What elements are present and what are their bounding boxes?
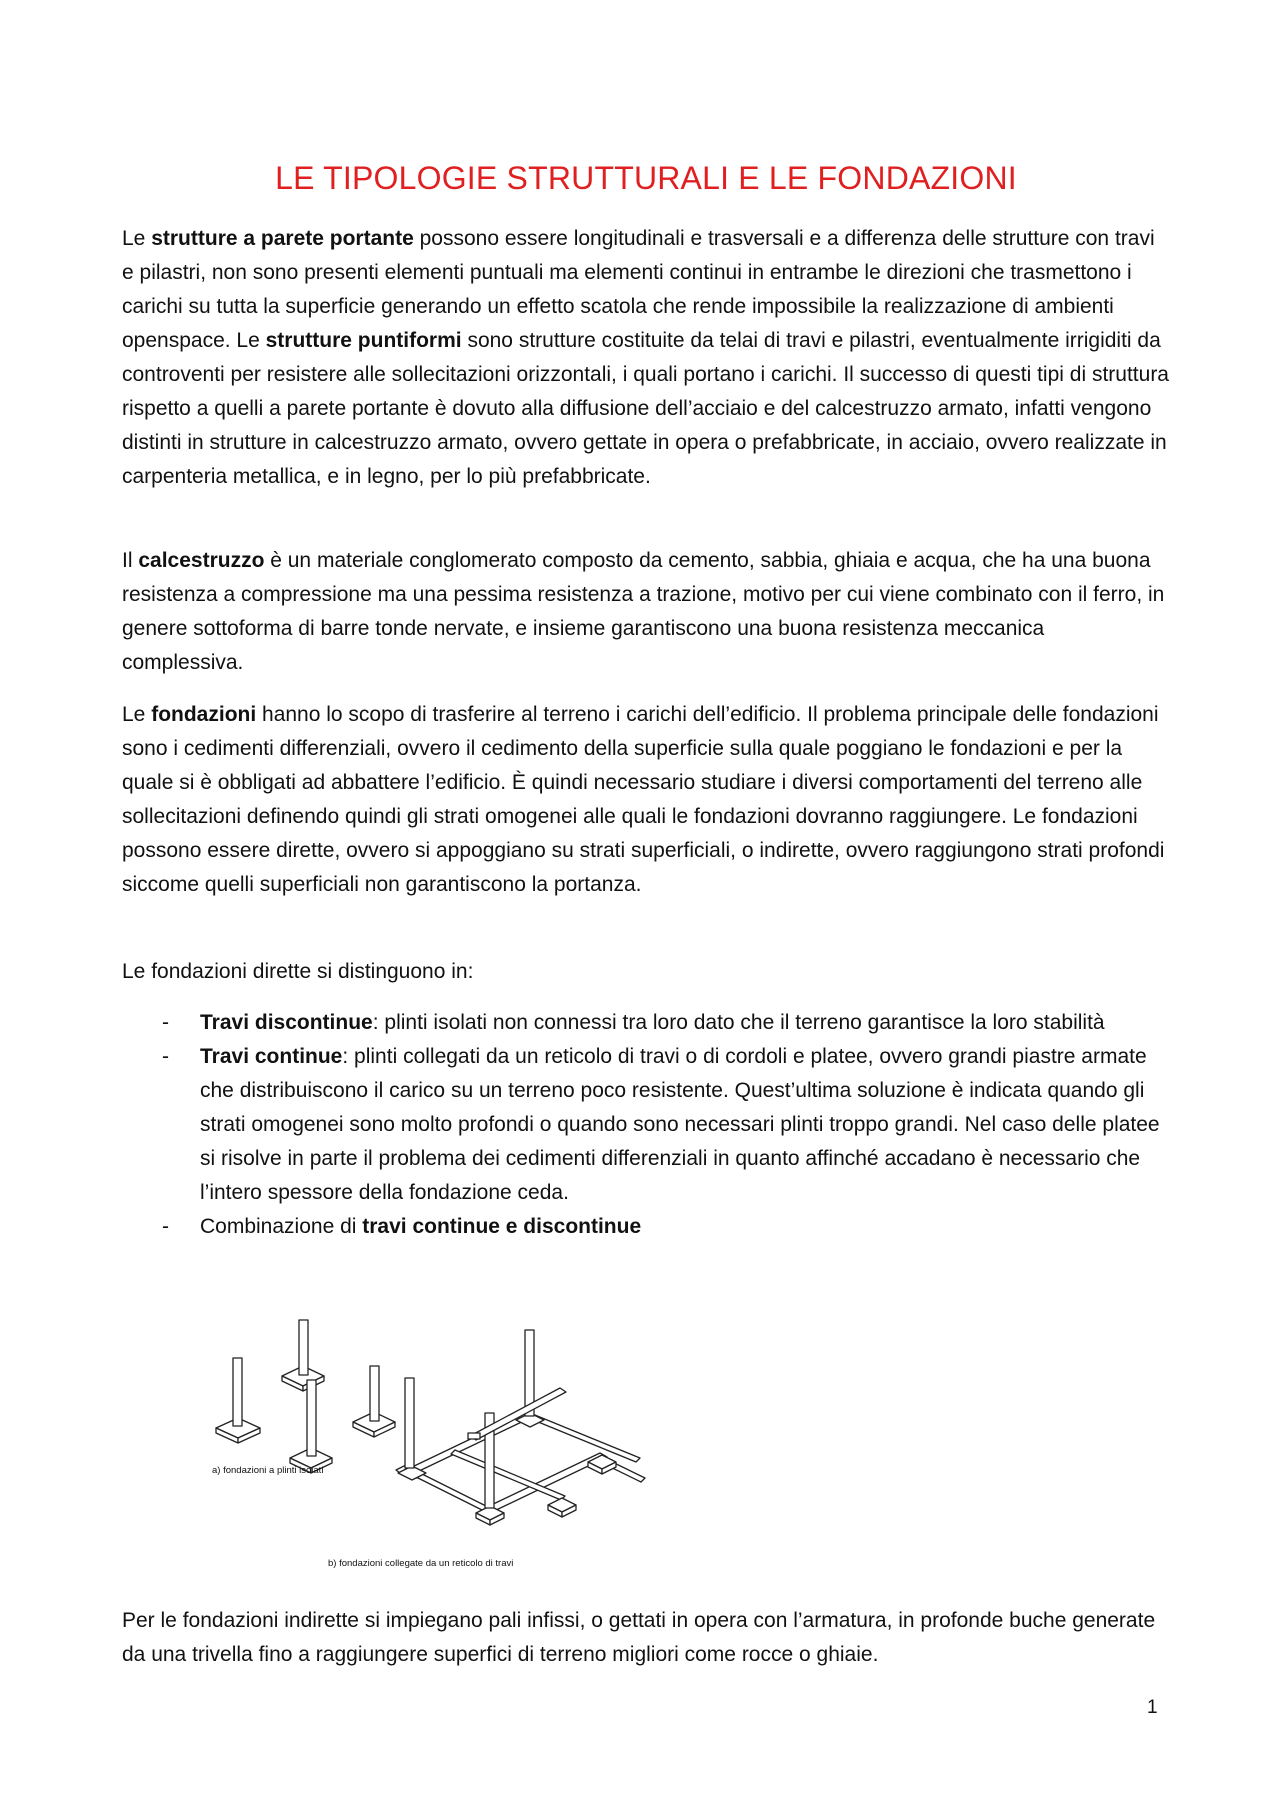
isolated-plinth bbox=[216, 1358, 260, 1443]
list-intro: Le fondazioni dirette si distinguono in: bbox=[122, 960, 474, 983]
paragraph-fondazioni-indirette: Per le fondazioni indirette si impiegano pali infissi, o gettati in opera con l’armatura, in profonde buche generate da una trivella fino a raggiungere superfici di terreno migliori come rocce o ghiaie. bbox=[122, 1609, 1156, 1666]
bold-term-travi-continue-discontinue: travi continue e discontinue bbox=[362, 1215, 642, 1238]
list-dash: - bbox=[162, 1045, 169, 1068]
text: sono strutture costituite da telai di travi e pilastri, eventualmente irrigiditi da controventi per resistere alle sollecitazioni orizzontali, i quali portano i carichi. Il successo di questi tipi di struttura rispetto a quelli a parete portante è dovuto alla diffusione dell’acciaio e del calcestruzzo armato, infatti vengono distinti in strutture in calcestruzzo armato, ovvero gettate in opera o prefabbricate, in acciaio, ovvero realizzate in carpenteria metallica, e in legno, per lo più prefabbricate. bbox=[122, 329, 1169, 488]
text: è un materiale conglomerato composto da cemento, sabbia, ghiaia e acqua, che ha una buona resistenza a compressione ma una pessima resistenza a trazione, motivo per cui viene combinato con il ferro, in genere sottoforma di barre tonde nervate, e insieme garantiscono una buona resistenza meccanica complessiva. bbox=[122, 549, 1165, 674]
bold-term-fondazioni: fondazioni bbox=[151, 703, 257, 726]
list-item bbox=[122, 1040, 1170, 1210]
text: Le bbox=[122, 703, 152, 726]
bold-term-strutture-puntiformi: strutture puntiformi bbox=[265, 329, 462, 352]
page-number: 1 bbox=[1147, 1697, 1158, 1718]
bold-term-travi-continue: Travi continue bbox=[200, 1045, 343, 1068]
isolated-plinth bbox=[290, 1380, 332, 1473]
text: : plinti isolati non connessi tra loro dato che il terreno garantisce la loro stabilità bbox=[372, 1011, 1105, 1034]
text: : plinti collegati da un reticolo di travi o di cordoli e platee, ovvero grandi piastre armate che distribuiscono il carico su un terreno poco resistente. Quest’ultima soluzione è indicata quando gli strati omogenei sono molto profondi o quando sono necessari plinti troppo grandi. Nel caso delle platee si risolve in parte il problema dei cedimenti differenziali in quanto affinché accadano è necessario che l’intero spessore della fondazione ceda. bbox=[200, 1045, 1160, 1204]
caption-isolated-plinths: a) fondazioni a plinti isolati bbox=[212, 1465, 324, 1476]
caption-connected-beams: b) fondazioni collegate da un reticolo di travi bbox=[328, 1558, 514, 1569]
isolated-plinth bbox=[353, 1366, 395, 1437]
paragraph-wall-structures bbox=[122, 222, 1170, 494]
bold-term-strutture-parete-portante: strutture a parete portante bbox=[151, 227, 414, 250]
text: Le bbox=[122, 227, 152, 250]
isolated-plinth bbox=[282, 1320, 324, 1391]
text: hanno lo scopo di trasferire al terreno i carichi dell’edificio. Il problema principale delle fondazioni sono i cedimenti differenziali, ovvero il cedimento della superficie sulla quale poggiano le fondazioni e per la quale si è obbligati ad abbattere l’edificio. È quindi necessario studiare i diversi comportamenti del terreno alle sollecitazioni definendo quindi gli strati omogenei alle quali le fondazioni dovranno raggiungere. Le fondazioni possono essere dirette, ovvero si appoggiano su strati superficiali, o indirette, ovvero raggiungono strati profondi siccome quelli superficiali non garantiscono la portanza. bbox=[122, 703, 1165, 896]
bold-term-travi-discontinue: Travi discontinue bbox=[200, 1011, 373, 1034]
list-dash: - bbox=[162, 1011, 169, 1034]
text: Combinazione di bbox=[200, 1215, 363, 1238]
paragraph-fondazioni bbox=[122, 698, 1170, 902]
foundations-illustration bbox=[200, 1318, 650, 1580]
grid-plinth bbox=[548, 1498, 576, 1517]
page-title: LE TIPOLOGIE STRUTTURALI E LE FONDAZIONI bbox=[275, 160, 1017, 196]
list-item bbox=[122, 1210, 1170, 1244]
bold-term-calcestruzzo: calcestruzzo bbox=[138, 549, 265, 572]
text: Il bbox=[122, 549, 139, 572]
list-item bbox=[122, 1006, 1170, 1040]
text: possono essere longitudinali e trasversali e a differenza delle strutture con travi e pilastri, non sono presenti elementi puntuali ma elementi continui in entrambe le direzioni che trasmettono i carichi su tutta la superficie generando un effetto scatola che rende impossibile la realizzazione di ambienti openspace. Le bbox=[122, 227, 1155, 352]
list-dash: - bbox=[162, 1215, 169, 1238]
paragraph-calcestruzzo bbox=[122, 544, 1170, 680]
foundation-types-list bbox=[122, 1006, 1170, 1244]
